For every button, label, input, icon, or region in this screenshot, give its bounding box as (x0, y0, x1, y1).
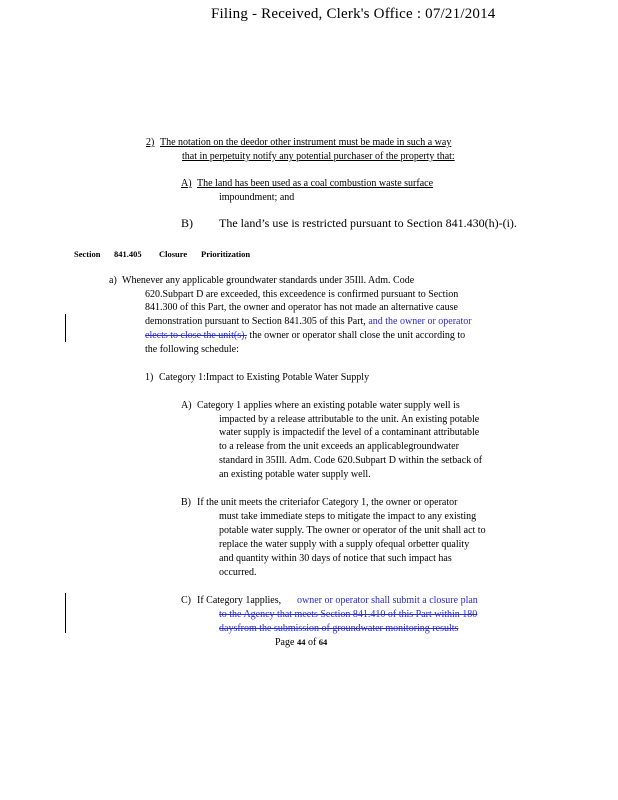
para-a-lower-line-1: Whenever any applicable groundwater standards under 35Ill. Adm. Code (122, 275, 415, 286)
category-b-line-6: occurred. (219, 567, 257, 578)
section-title-closure: Closure (159, 249, 188, 259)
deleted-text: elects to close the unit(s), (145, 330, 247, 341)
page-total: 64 (318, 637, 328, 647)
filing-header: Filing - Received, Clerk's Office : 07/21/2014 (211, 6, 496, 22)
category-b-line-5: and quantity within 30 days of notice that such impact has (219, 553, 452, 564)
category-b-line-3: potable water supply. The owner or operator of the unit shall act to (219, 525, 486, 536)
para-2-line-2: that in perpetuity notify any potential purchaser of the property that: (182, 151, 455, 162)
category-b-line-4: replace the water supply with a supply ofequal orbetter quality (219, 539, 470, 550)
change-bar (65, 314, 66, 342)
para-a-lower-line-5-text: the owner or operator shall close the unit according to (249, 330, 466, 341)
para-a-label: A) (181, 178, 192, 189)
para-2-label: 2) (146, 137, 155, 148)
category-c-deleted-line-3: daysfrom the submission of groundwater monitoring results (219, 623, 459, 634)
category-a-line-5: standard in 35Ill. Adm. Code 620.Subpart D within the setback of (219, 455, 483, 466)
page-word: Page (275, 637, 295, 648)
page-number: 44 (296, 637, 306, 647)
para-a-lower-label: a) (109, 275, 117, 286)
para-a-lower-line-2: 620.Subpart D are exceeded, this exceedence is confirmed pursuant to Section (145, 289, 459, 300)
category-a-line-1: Category 1 applies where an existing potable water supply well is (197, 400, 460, 411)
para-a-lower-line-4-text: demonstration pursuant to Section 841.305 of this Part, (145, 316, 366, 327)
change-bar-c (65, 593, 66, 633)
para-a-lower-line-3: 841.300 of this Part, the owner and operator has not made an alternative cause (145, 302, 458, 313)
category-1-label: 1) (145, 372, 154, 383)
para-b-label: B) (181, 216, 193, 230)
para-a-line-1: The land has been used as a coal combustion waste surface (197, 178, 434, 189)
category-a-label: A) (181, 400, 192, 411)
category-c-inserted-text: owner or operator shall submit a closure plan (297, 595, 478, 606)
para-a-lower-line-5 (145, 329, 465, 343)
category-a-line-6: an existing potable water supply well. (219, 469, 371, 480)
category-a-line-2: impacted by a release attributable to the unit. An existing potable (219, 414, 480, 425)
category-c-deleted-line-2: to the Agency that meets Section 841.410 of this Part within 180 (219, 609, 478, 620)
para-a-line-2: impoundment; and (219, 192, 295, 203)
page-footer (275, 637, 327, 648)
para-b-text: The land’s use is restricted pursuant to Section 841.430(h)-(i). (219, 216, 517, 230)
section-number: 841.405 (114, 249, 142, 259)
para-2-line-1: The notation on the deedor other instrument must be made in such a way (160, 137, 452, 148)
category-c-line-1-text: If Category 1applies, (197, 595, 282, 606)
para-a-lower-line-6: the following schedule: (145, 344, 239, 355)
of-word: of (307, 637, 317, 648)
category-b-label: B) (181, 497, 191, 508)
para-a-lower-line-4 (145, 315, 472, 329)
section-label: Section (74, 249, 101, 259)
category-c-label: C) (181, 595, 191, 606)
category-b-line-2: must take immediate steps to mitigate the impact to any existing (219, 511, 477, 522)
inserted-text: and the owner or operator (368, 316, 472, 327)
category-a-line-3: water supply is impactedif the level of a contaminant attributable (219, 427, 480, 438)
category-b-line-1: If the unit meets the criteriafor Category 1, the owner or operator (197, 497, 458, 508)
category-a-line-4: to a release from the unit exceeds an applicablegroundwater (219, 441, 459, 452)
section-title-prioritization: Prioritization (201, 249, 251, 259)
category-1-title: Category 1:Impact to Existing Potable Water Supply (159, 372, 370, 383)
